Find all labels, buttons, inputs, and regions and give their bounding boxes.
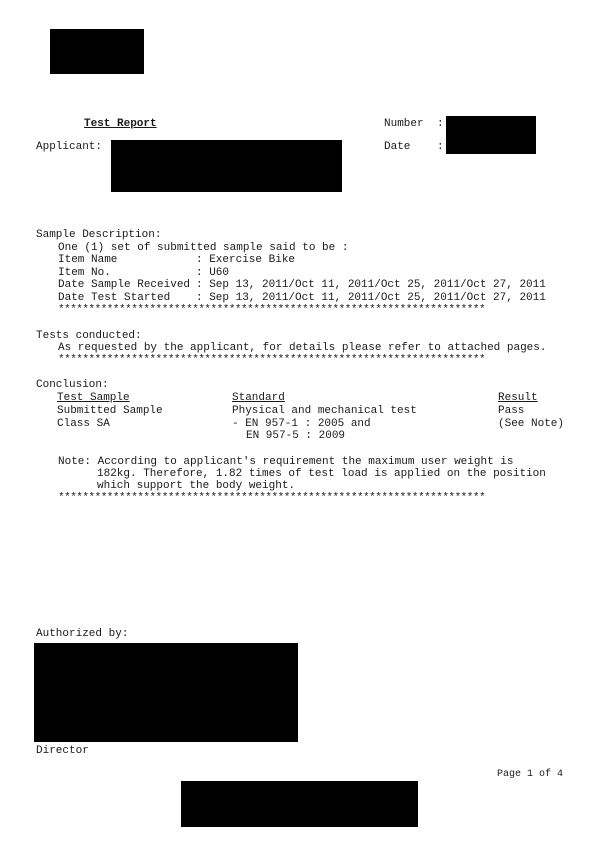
- separator-3: **********************************************************************: [58, 492, 486, 504]
- report-title: Test Report: [84, 118, 157, 130]
- sample-cell-2: Class SA: [57, 418, 110, 430]
- number-colon: :: [437, 118, 444, 130]
- date-received-label: Date Sample Received: [58, 279, 191, 291]
- page-indicator: Page 1 of 4: [497, 769, 564, 780]
- date-colon: :: [437, 141, 444, 153]
- applicant-label: Applicant:: [36, 141, 103, 153]
- redacted-signature: [34, 643, 298, 742]
- note-line-3: which support the body weight.: [97, 480, 296, 492]
- tests-text: As requested by the applicant, for details please refer to attached pages.: [58, 342, 547, 354]
- date-label: Date: [384, 141, 411, 153]
- date-started-label: Date Test Started: [58, 292, 171, 304]
- redacted-report-number: [446, 116, 536, 154]
- sample-intro: One (1) set of submitted sample said to be :: [58, 242, 349, 254]
- tests-heading: Tests conducted:: [36, 330, 142, 342]
- separator-2: **********************************************************************: [58, 354, 486, 366]
- item-no-label: Item No.: [58, 267, 111, 279]
- result-cell-1: Pass: [498, 405, 525, 417]
- standard-cell-1: Physical and mechanical test: [232, 405, 417, 417]
- item-name-value: : Exercise Bike: [196, 254, 296, 266]
- conclusion-heading: Conclusion:: [36, 379, 109, 391]
- signatory-title: Director: [36, 745, 89, 757]
- standard-cell-3: EN 957-5 : 2009: [246, 430, 346, 442]
- date-started-value: : Sep 13, 2011/Oct 11, 2011/Oct 25, 2011/Oct 27, 2011: [196, 292, 546, 304]
- redacted-applicant: [111, 140, 342, 192]
- date-received-value: : Sep 13, 2011/Oct 11, 2011/Oct 25, 2011/Oct 27, 2011: [196, 279, 546, 291]
- redacted-footer: [181, 781, 418, 827]
- col-test-sample: Test Sample: [57, 392, 130, 404]
- number-label: Number: [384, 118, 424, 130]
- standard-cell-2: - EN 957-1 : 2005 and: [232, 418, 371, 430]
- item-name-label: Item Name: [58, 254, 118, 266]
- note-line-1: Note: According to applicant's requirement the maximum user weight is: [58, 456, 514, 468]
- col-result: Result: [498, 392, 538, 404]
- note-line-2: 182kg. Therefore, 1.82 times of test load is applied on the position: [97, 468, 546, 480]
- result-cell-2: (See Note): [498, 418, 565, 430]
- authorized-label: Authorized by:: [36, 628, 129, 640]
- sample-cell-1: Submitted Sample: [57, 405, 163, 417]
- separator-1: **********************************************************************: [58, 304, 486, 316]
- sample-heading: Sample Description:: [36, 229, 162, 241]
- col-standard: Standard: [232, 392, 285, 404]
- item-no-value: : U60: [196, 267, 230, 279]
- redacted-logo: [50, 29, 144, 74]
